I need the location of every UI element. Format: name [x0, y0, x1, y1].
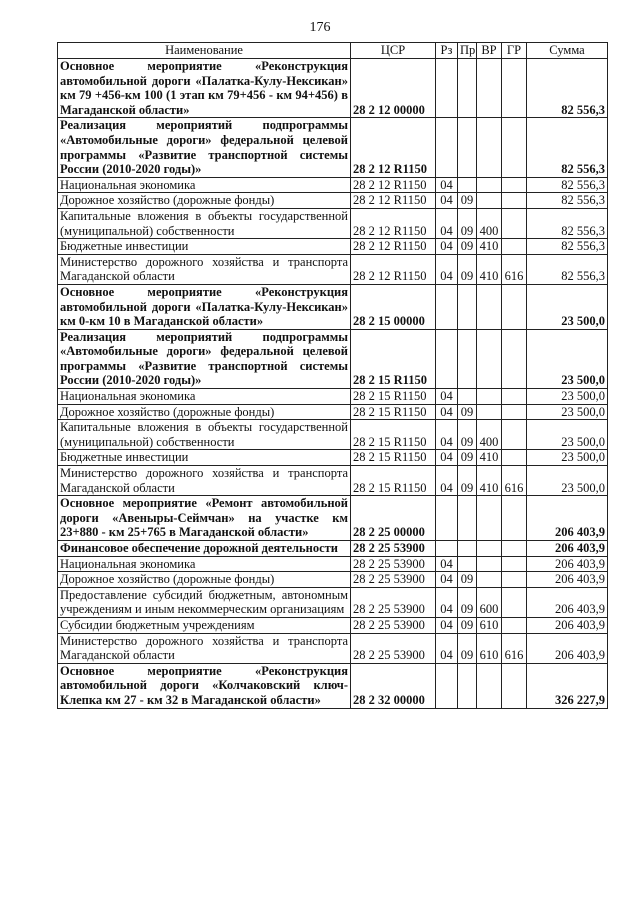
cell-csr: 28 2 15 R1150	[351, 329, 436, 388]
cell-gr	[502, 193, 527, 209]
table-body	[58, 59, 608, 709]
cell-rz	[436, 663, 458, 708]
cell-csr: 28 2 25 00000	[351, 496, 436, 541]
cell-gr	[502, 587, 527, 617]
cell-name: Министерство дорожного хозяйства и транспорта Магаданской области	[58, 254, 351, 284]
cell-vr	[477, 284, 502, 329]
cell-gr	[502, 389, 527, 405]
cell-rz	[436, 59, 458, 118]
cell-pr	[458, 663, 477, 708]
header-pr: Пр	[458, 43, 477, 59]
cell-vr	[477, 572, 502, 588]
header-sum: Сумма	[527, 43, 608, 59]
cell-vr: 400	[477, 420, 502, 450]
cell-name: Дорожное хозяйство (дорожные фонды)	[58, 404, 351, 420]
cell-sum: 82 556,3	[527, 59, 608, 118]
cell-sum: 206 403,9	[527, 541, 608, 557]
cell-vr	[477, 663, 502, 708]
table-row	[58, 633, 608, 663]
cell-name: Финансовое обеспечение дорожной деятельности	[58, 541, 351, 557]
cell-rz: 04	[436, 254, 458, 284]
cell-name: Министерство дорожного хозяйства и транспорта Магаданской области	[58, 466, 351, 496]
table-row	[58, 572, 608, 588]
cell-rz: 04	[436, 208, 458, 238]
cell-sum: 23 500,0	[527, 450, 608, 466]
cell-sum: 326 227,9	[527, 663, 608, 708]
header-gr: ГР	[502, 43, 527, 59]
cell-gr	[502, 450, 527, 466]
cell-rz: 04	[436, 466, 458, 496]
header-vr: ВР	[477, 43, 502, 59]
cell-csr: 28 2 25 53900	[351, 633, 436, 663]
cell-pr	[458, 496, 477, 541]
cell-vr	[477, 556, 502, 572]
cell-rz: 04	[436, 617, 458, 633]
cell-pr: 09	[458, 193, 477, 209]
cell-gr	[502, 118, 527, 177]
cell-vr: 410	[477, 466, 502, 496]
cell-vr: 410	[477, 254, 502, 284]
cell-gr	[502, 59, 527, 118]
cell-name: Национальная экономика	[58, 177, 351, 193]
cell-name: Дорожное хозяйство (дорожные фонды)	[58, 572, 351, 588]
cell-sum: 206 403,9	[527, 556, 608, 572]
cell-csr: 28 2 25 53900	[351, 556, 436, 572]
table-row	[58, 59, 608, 118]
cell-gr	[502, 556, 527, 572]
cell-gr	[502, 284, 527, 329]
table-row	[58, 239, 608, 255]
cell-vr	[477, 59, 502, 118]
cell-name: Министерство дорожного хозяйства и транспорта Магаданской области	[58, 633, 351, 663]
cell-gr	[502, 496, 527, 541]
cell-rz	[436, 284, 458, 329]
cell-sum: 82 556,3	[527, 177, 608, 193]
cell-csr: 28 2 25 53900	[351, 617, 436, 633]
cell-csr: 28 2 15 R1150	[351, 450, 436, 466]
cell-sum: 206 403,9	[527, 572, 608, 588]
cell-vr: 610	[477, 617, 502, 633]
cell-name: Основное мероприятие «Реконструкция автомобильной дороги «Палатка-Кулу-Нексикан» км 79 +456-км 100 (1 этап км 79+456 - км 94+456) в Магаданской области»	[58, 59, 351, 118]
cell-rz	[436, 541, 458, 557]
table-row	[58, 556, 608, 572]
cell-csr: 28 2 15 R1150	[351, 404, 436, 420]
cell-pr: 09	[458, 572, 477, 588]
table-row	[58, 587, 608, 617]
cell-name: Бюджетные инвестиции	[58, 239, 351, 255]
header-name: Наименование	[58, 43, 351, 59]
cell-name: Реализация мероприятий подпрограммы «Автомобильные дороги» федеральной целевой программы «Развитие транспортной системы России (2010-2020 годы)»	[58, 118, 351, 177]
cell-pr	[458, 118, 477, 177]
table-row	[58, 329, 608, 388]
cell-csr: 28 2 15 R1150	[351, 420, 436, 450]
cell-pr	[458, 556, 477, 572]
cell-gr	[502, 239, 527, 255]
cell-rz: 04	[436, 177, 458, 193]
cell-vr	[477, 541, 502, 557]
cell-name: Дорожное хозяйство (дорожные фонды)	[58, 193, 351, 209]
cell-gr	[502, 663, 527, 708]
cell-sum: 23 500,0	[527, 404, 608, 420]
cell-gr	[502, 572, 527, 588]
cell-sum: 82 556,3	[527, 118, 608, 177]
table-row	[58, 284, 608, 329]
cell-vr: 610	[477, 633, 502, 663]
cell-rz: 04	[436, 572, 458, 588]
cell-sum: 82 556,3	[527, 193, 608, 209]
cell-rz: 04	[436, 587, 458, 617]
cell-vr	[477, 496, 502, 541]
cell-name: Субсидии бюджетным учреждениям	[58, 617, 351, 633]
cell-gr	[502, 329, 527, 388]
cell-gr	[502, 177, 527, 193]
cell-rz	[436, 496, 458, 541]
cell-rz: 04	[436, 450, 458, 466]
cell-pr: 09	[458, 254, 477, 284]
cell-rz: 04	[436, 389, 458, 405]
cell-sum: 206 403,9	[527, 496, 608, 541]
cell-sum: 206 403,9	[527, 633, 608, 663]
table-row	[58, 208, 608, 238]
cell-name: Капитальные вложения в объекты государственной (муниципальной) собственности	[58, 208, 351, 238]
cell-csr: 28 2 12 R1150	[351, 239, 436, 255]
cell-rz: 04	[436, 420, 458, 450]
cell-csr: 28 2 25 53900	[351, 587, 436, 617]
cell-name: Национальная экономика	[58, 389, 351, 405]
cell-gr	[502, 420, 527, 450]
cell-gr	[502, 541, 527, 557]
cell-rz	[436, 329, 458, 388]
table-row	[58, 389, 608, 405]
cell-rz: 04	[436, 633, 458, 663]
cell-name: Основное мероприятие «Реконструкция автомобильной дороги «Колчаковский ключ-Клепка км 27 - км 32 в Магаданской области»	[58, 663, 351, 708]
cell-sum: 23 500,0	[527, 466, 608, 496]
cell-vr	[477, 329, 502, 388]
cell-name: Капитальные вложения в объекты государственной (муниципальной) собственности	[58, 420, 351, 450]
cell-gr	[502, 617, 527, 633]
header-csr: ЦСР	[351, 43, 436, 59]
cell-csr: 28 2 12 R1150	[351, 208, 436, 238]
cell-name: Предоставление субсидий бюджетным, автономным учреждениям и иным некоммерческим организациям	[58, 587, 351, 617]
cell-vr: 410	[477, 450, 502, 466]
cell-sum: 23 500,0	[527, 284, 608, 329]
cell-csr: 28 2 12 R1150	[351, 193, 436, 209]
cell-csr: 28 2 12 R1150	[351, 254, 436, 284]
cell-name: Основное мероприятие «Ремонт автомобильной дороги «Авеныры-Сеймчан» на участке км 23+880 - км 25+765 в Магаданской области»	[58, 496, 351, 541]
cell-pr	[458, 541, 477, 557]
cell-sum: 206 403,9	[527, 587, 608, 617]
table-row	[58, 177, 608, 193]
cell-name: Реализация мероприятий подпрограммы «Автомобильные дороги» федеральной целевой программы «Развитие транспортной системы России (2010-2020 годы)»	[58, 329, 351, 388]
cell-vr	[477, 389, 502, 405]
table-row	[58, 466, 608, 496]
cell-csr: 28 2 15 R1150	[351, 389, 436, 405]
cell-vr	[477, 177, 502, 193]
cell-csr: 28 2 32 00000	[351, 663, 436, 708]
table-row	[58, 450, 608, 466]
page-number: 176	[309, 20, 331, 35]
cell-pr: 09	[458, 404, 477, 420]
cell-sum: 82 556,3	[527, 208, 608, 238]
cell-gr: 616	[502, 633, 527, 663]
cell-name: Национальная экономика	[58, 556, 351, 572]
cell-pr: 09	[458, 420, 477, 450]
table-row	[58, 617, 608, 633]
cell-sum: 23 500,0	[527, 420, 608, 450]
cell-pr: 09	[458, 617, 477, 633]
cell-sum: 23 500,0	[527, 329, 608, 388]
cell-pr	[458, 59, 477, 118]
cell-rz: 04	[436, 556, 458, 572]
cell-gr	[502, 404, 527, 420]
cell-sum: 206 403,9	[527, 617, 608, 633]
cell-sum: 23 500,0	[527, 389, 608, 405]
cell-name: Бюджетные инвестиции	[58, 450, 351, 466]
table-header	[58, 43, 608, 59]
cell-rz: 04	[436, 239, 458, 255]
cell-pr	[458, 329, 477, 388]
table-row	[58, 404, 608, 420]
table-row	[58, 496, 608, 541]
cell-name: Основное мероприятие «Реконструкция автомобильной дороги «Палатка-Кулу-Нексикан» км 0-км 10 в Магаданской области»	[58, 284, 351, 329]
cell-sum: 82 556,3	[527, 254, 608, 284]
header-rz: Рз	[436, 43, 458, 59]
cell-vr	[477, 404, 502, 420]
cell-csr: 28 2 15 00000	[351, 284, 436, 329]
cell-gr: 616	[502, 254, 527, 284]
cell-csr: 28 2 12 00000	[351, 59, 436, 118]
cell-pr: 09	[458, 239, 477, 255]
cell-csr: 28 2 25 53900	[351, 572, 436, 588]
table-row	[58, 663, 608, 708]
cell-rz: 04	[436, 193, 458, 209]
cell-rz	[436, 118, 458, 177]
cell-pr: 09	[458, 450, 477, 466]
cell-pr: 09	[458, 633, 477, 663]
cell-sum: 82 556,3	[527, 239, 608, 255]
cell-vr: 410	[477, 239, 502, 255]
cell-pr: 09	[458, 466, 477, 496]
cell-csr: 28 2 15 R1150	[351, 466, 436, 496]
cell-csr: 28 2 12 R1150	[351, 177, 436, 193]
cell-pr	[458, 284, 477, 329]
cell-csr: 28 2 25 53900	[351, 541, 436, 557]
cell-gr	[502, 208, 527, 238]
cell-rz: 04	[436, 404, 458, 420]
cell-gr: 616	[502, 466, 527, 496]
budget-table	[57, 42, 608, 709]
cell-pr	[458, 177, 477, 193]
table-row	[58, 541, 608, 557]
header-row	[58, 43, 608, 59]
table-row	[58, 420, 608, 450]
cell-vr: 400	[477, 208, 502, 238]
table-row	[58, 254, 608, 284]
cell-vr: 600	[477, 587, 502, 617]
cell-vr	[477, 118, 502, 177]
cell-pr: 09	[458, 208, 477, 238]
table-row	[58, 118, 608, 177]
cell-pr: 09	[458, 587, 477, 617]
cell-csr: 28 2 12 R1150	[351, 118, 436, 177]
cell-pr	[458, 389, 477, 405]
table-row	[58, 193, 608, 209]
cell-vr	[477, 193, 502, 209]
